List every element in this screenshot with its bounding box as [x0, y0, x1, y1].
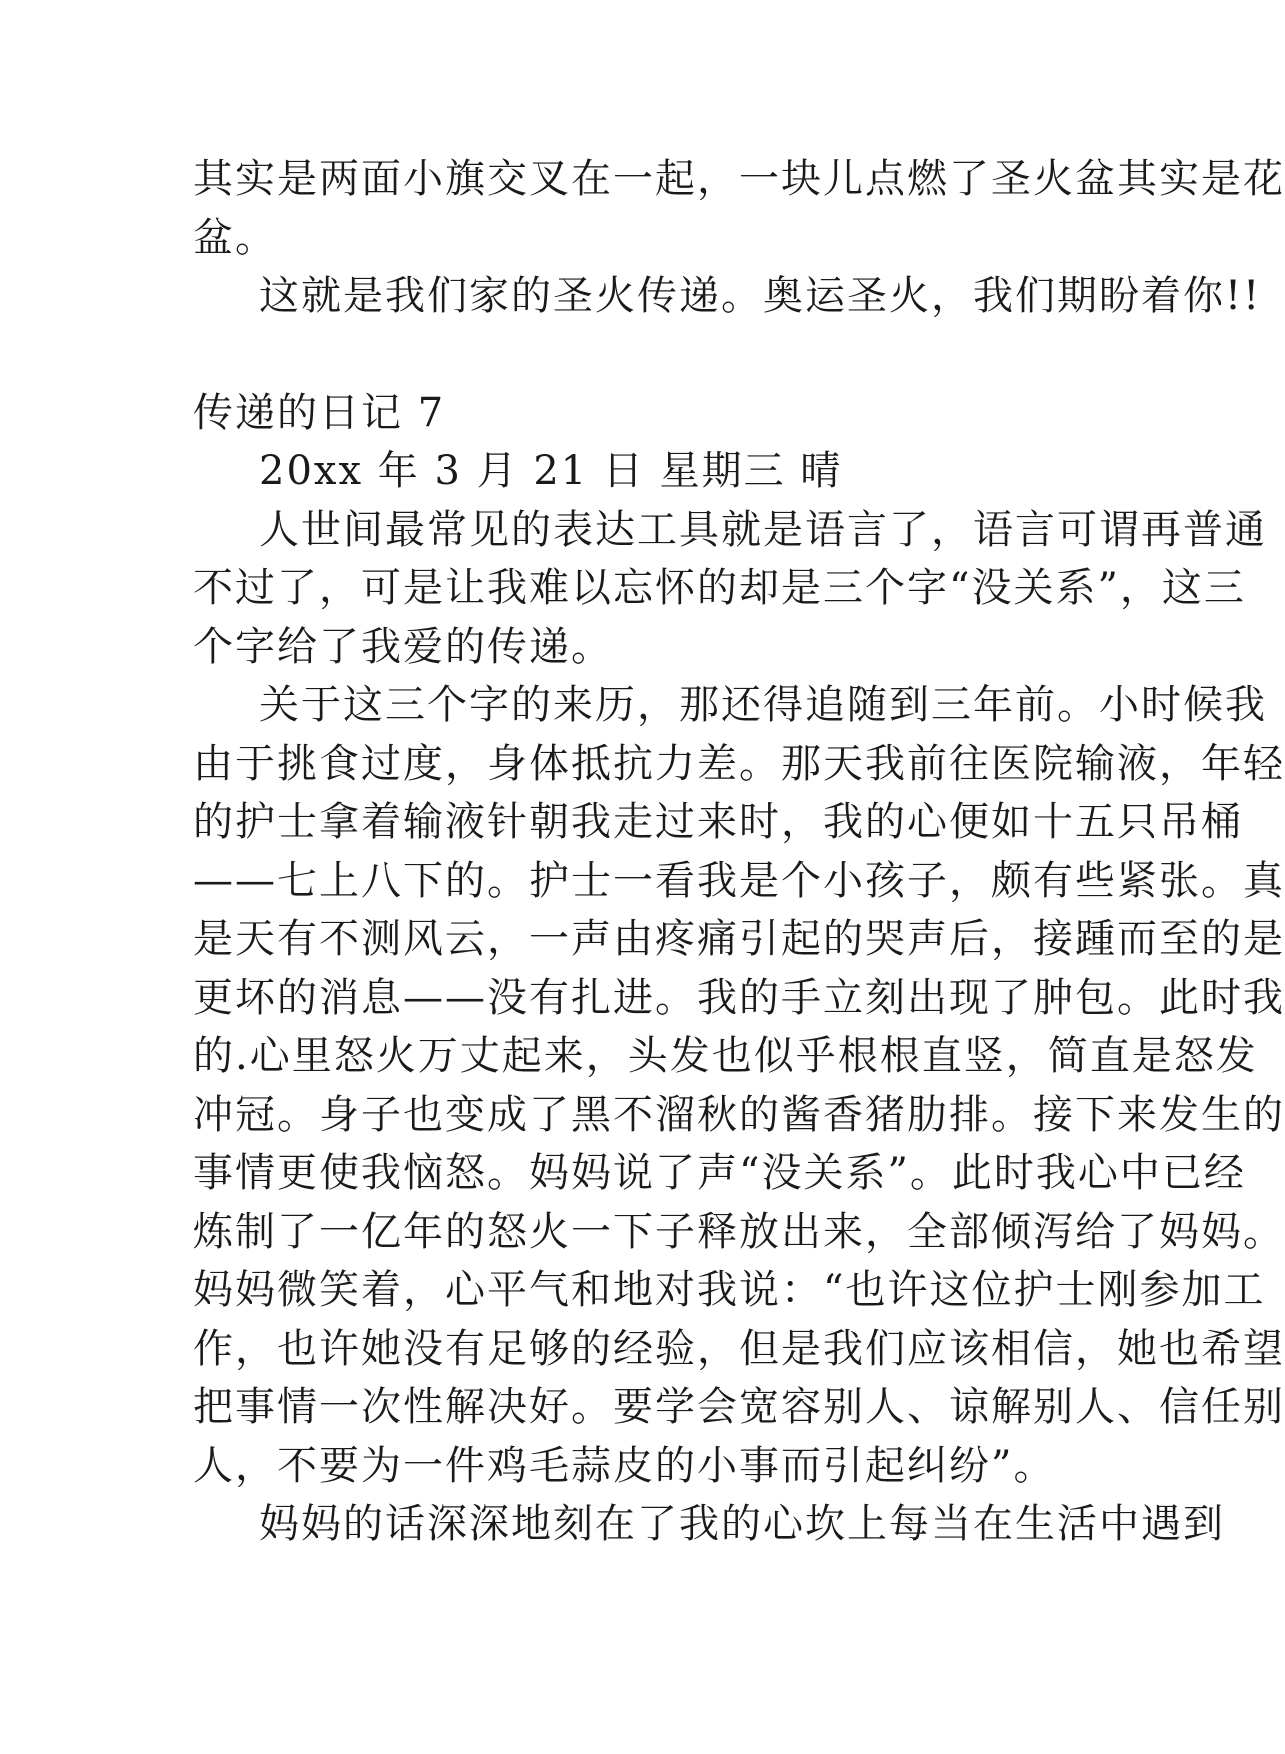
text-line: 把事情一次性解决好。要学会宽容别人、谅解别人、信任别	[193, 1384, 1285, 1430]
diary-date-line: 20xx 年 3 月 21 日 星期三 晴	[259, 448, 843, 494]
text-line: 关于这三个字的来历，那还得追随到三年前。小时候我	[259, 682, 1267, 728]
text-line: 由于挑食过度，身体抵抗力差。那天我前往医院输液，年轻	[193, 740, 1285, 787]
text-line: 盆。	[193, 214, 277, 261]
text-line: 这就是我们家的圣火传递。奥运圣火，我们期盼着你!!	[259, 273, 1262, 319]
text-line: 的.心里怒火万丈起来，头发也似乎根根直竖，简直是怒发	[193, 1033, 1258, 1079]
section-gap	[193, 326, 1053, 384]
text-line: 个字给了我爱的传递。	[193, 623, 613, 670]
text-line: 人世间最常见的表达工具就是语言了，语言可谓再普通	[259, 506, 1267, 553]
text-line: 更坏的消息——没有扎进。我的手立刻出现了肿包。此时我	[193, 974, 1285, 1021]
text-line: 作，也许她没有足够的经验，但是我们应该相信，她也希望	[193, 1325, 1285, 1372]
text-line: 妈妈微笑着，心平气和地对我说：“也许这位护士刚参加工	[193, 1267, 1266, 1313]
text-line: 炼制了一亿年的怒火一下子释放出来，全部倾泻给了妈妈。	[193, 1208, 1285, 1255]
document-page	[193, 150, 1285, 1554]
section-title: 传递的日记 7	[193, 389, 446, 436]
text-line: 人，不要为一件鸡毛蒜皮的小事而引起纠纷”。	[193, 1442, 1056, 1489]
text-line: 不过了，可是让我难以忘怀的却是三个字“没关系”，这三	[193, 565, 1246, 611]
text-line: 的护士拿着输液针朝我走过来时，我的心便如十五只吊桶	[193, 799, 1243, 845]
text-line: 妈妈的话深深地刻在了我的心坎上每当在生活中遇到	[259, 1501, 1225, 1547]
text-line: 其实是两面小旗交叉在一起，一块儿点燃了圣火盆其实是花	[193, 156, 1285, 202]
text-line: ——七上八下的。护士一看我是个小孩子，颇有些紧张。真	[193, 857, 1285, 904]
text-line: 冲冠。身子也变成了黑不溜秋的酱香猪肋排。接下来发生的	[193, 1091, 1285, 1138]
text-line: 是天有不测风云，一声由疼痛引起的哭声后，接踵而至的是	[193, 916, 1285, 962]
text-line: 事情更使我恼怒。妈妈说了声“没关系”。此时我心中已经	[193, 1150, 1246, 1196]
